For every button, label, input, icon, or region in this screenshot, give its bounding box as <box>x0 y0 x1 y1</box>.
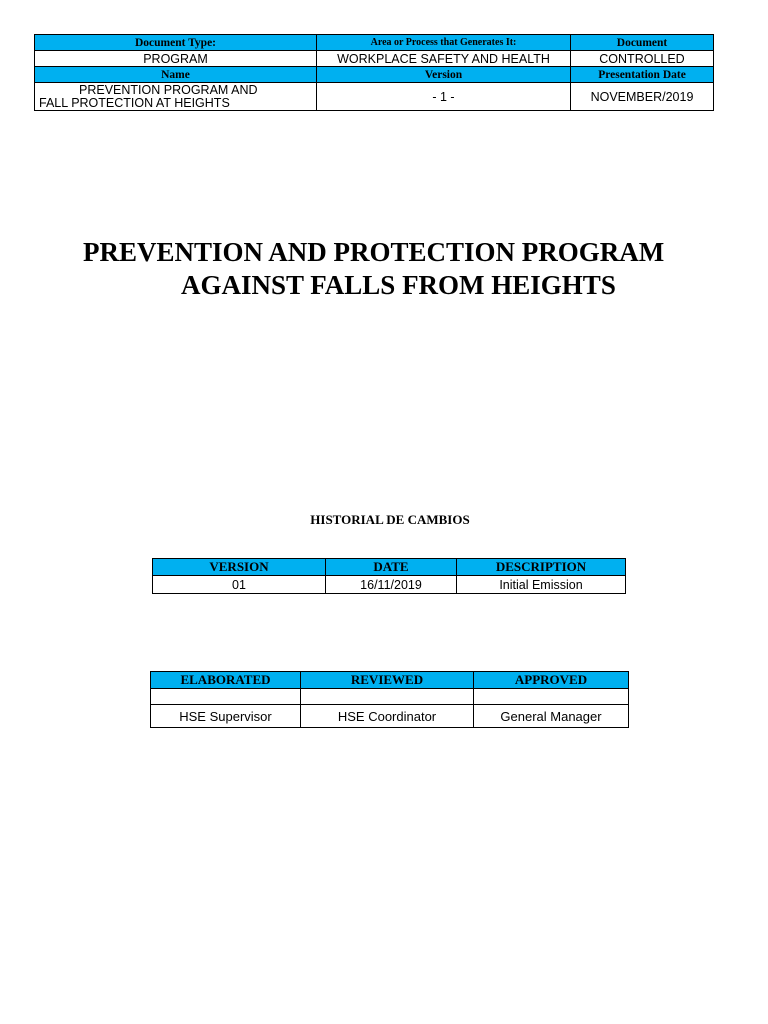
approved-by-cell: General Manager <box>474 705 629 728</box>
change-history-table <box>152 558 626 594</box>
signature-row <box>151 689 629 705</box>
approval-column-reviewed: REVIEWED <box>301 672 474 689</box>
history-date-cell: 16/11/2019 <box>326 576 457 594</box>
approved-signature-cell <box>474 689 629 705</box>
elaborated-by-cell: HSE Supervisor <box>151 705 301 728</box>
name-value-line2: FALL PROTECTION AT HEIGHTS <box>39 95 230 110</box>
change-history-heading: HISTORIAL DE CAMBIOS <box>310 512 470 527</box>
approval-table <box>150 671 629 728</box>
area-value: WORKPLACE SAFETY AND HEALTH <box>317 51 571 67</box>
document-type-label: Document Type: <box>35 35 317 51</box>
document-header-table <box>34 34 714 111</box>
version-label: Version <box>317 67 571 83</box>
name-value-line1: PREVENTION PROGRAM AND <box>79 82 258 97</box>
table-row <box>151 705 629 728</box>
history-column-date: DATE <box>326 559 457 576</box>
document-status-value: CONTROLLED <box>571 51 714 67</box>
version-value: - 1 - <box>317 83 571 111</box>
document-title-line1: PREVENTION AND PROTECTION PROGRAM <box>83 237 665 267</box>
area-label: Area or Process that Generates It: <box>317 35 571 51</box>
history-column-description: DESCRIPTION <box>457 559 626 576</box>
reviewed-signature-cell <box>301 689 474 705</box>
history-version-cell: 01 <box>153 576 326 594</box>
presentation-date-label: Presentation Date <box>571 67 714 83</box>
document-type-value: PROGRAM <box>35 51 317 67</box>
approval-column-elaborated: ELABORATED <box>151 672 301 689</box>
presentation-date-value: NOVEMBER/2019 <box>571 83 714 111</box>
document-title-line2: AGAINST FALLS FROM HEIGHTS <box>181 270 616 300</box>
table-row <box>153 576 626 594</box>
approval-column-approved: APPROVED <box>474 672 629 689</box>
name-value <box>35 83 317 111</box>
name-label: Name <box>35 67 317 83</box>
elaborated-signature-cell <box>151 689 301 705</box>
reviewed-by-cell: HSE Coordinator <box>301 705 474 728</box>
history-column-version: VERSION <box>153 559 326 576</box>
document-label: Document <box>571 35 714 51</box>
document-title <box>0 236 768 302</box>
history-description-cell: Initial Emission <box>457 576 626 594</box>
